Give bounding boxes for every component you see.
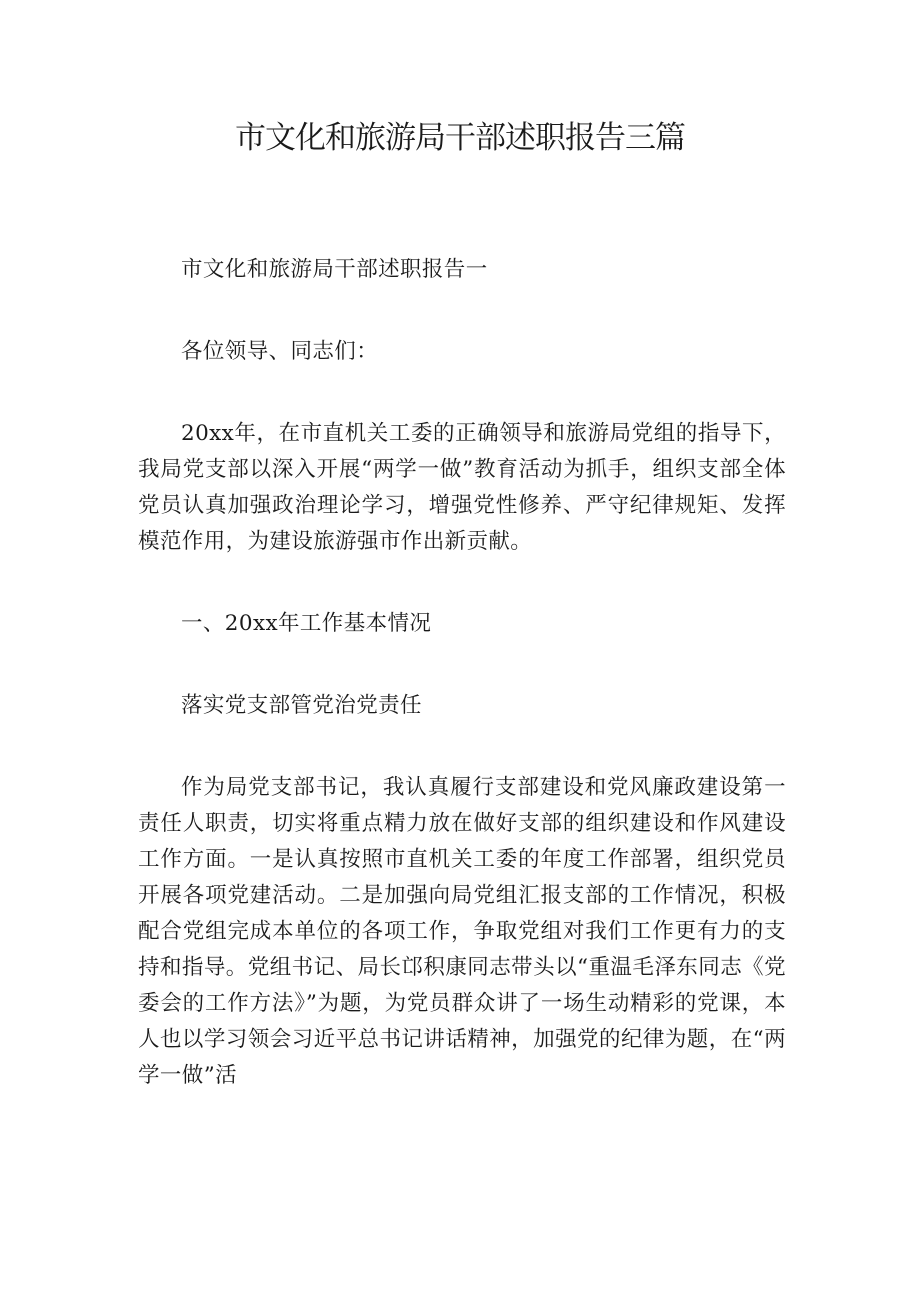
subsection-heading: 落实党支部管党治党责任 bbox=[181, 693, 422, 718]
document-title: 市文化和旅游局干部述职报告三篇 bbox=[235, 120, 685, 156]
section-heading-report-one: 市文化和旅游局干部述职报告一 bbox=[181, 257, 488, 282]
document-body bbox=[138, 252, 786, 1094]
section-heading-basic-situation: 一、20xx年工作基本情况 bbox=[181, 611, 432, 636]
body-paragraph: 作为局党支部书记，我认真履行支部建设和党风廉政建设第一责任人职责，切实将重点精力放在做好支部的组织建设和作风建设工作方面。一是认真按照市直机关工委的年度工作部署，组织党员开展各项党建活动。二是加强向局党组汇报支部的工作情况，积极配合党组完成本单位的各项工作，争取党组对我们工作更有力的支持和指导。党组书记、局长邙积康同志带头以“重温毛泽东同志《党委会的工作方法》”为题，为党员群众讲了一场生动精彩的党课，本人也以学习领会习近平总书记讲话精神，加强党的纪律为题，在“两学一做”活 bbox=[138, 775, 786, 1088]
salutation: 各位领导、同志们： bbox=[181, 339, 379, 364]
intro-paragraph: 20xx年，在市直机关工委的正确领导和旅游局党组的指导下，我局党支部以深入开展“两学一做”教育活动为抓手，组织支部全体党员认真加强政治理论学习，增强党性修养、严守纪律规矩、发挥模范作用，为建设旅游强市作出新贡献。 bbox=[138, 421, 786, 554]
